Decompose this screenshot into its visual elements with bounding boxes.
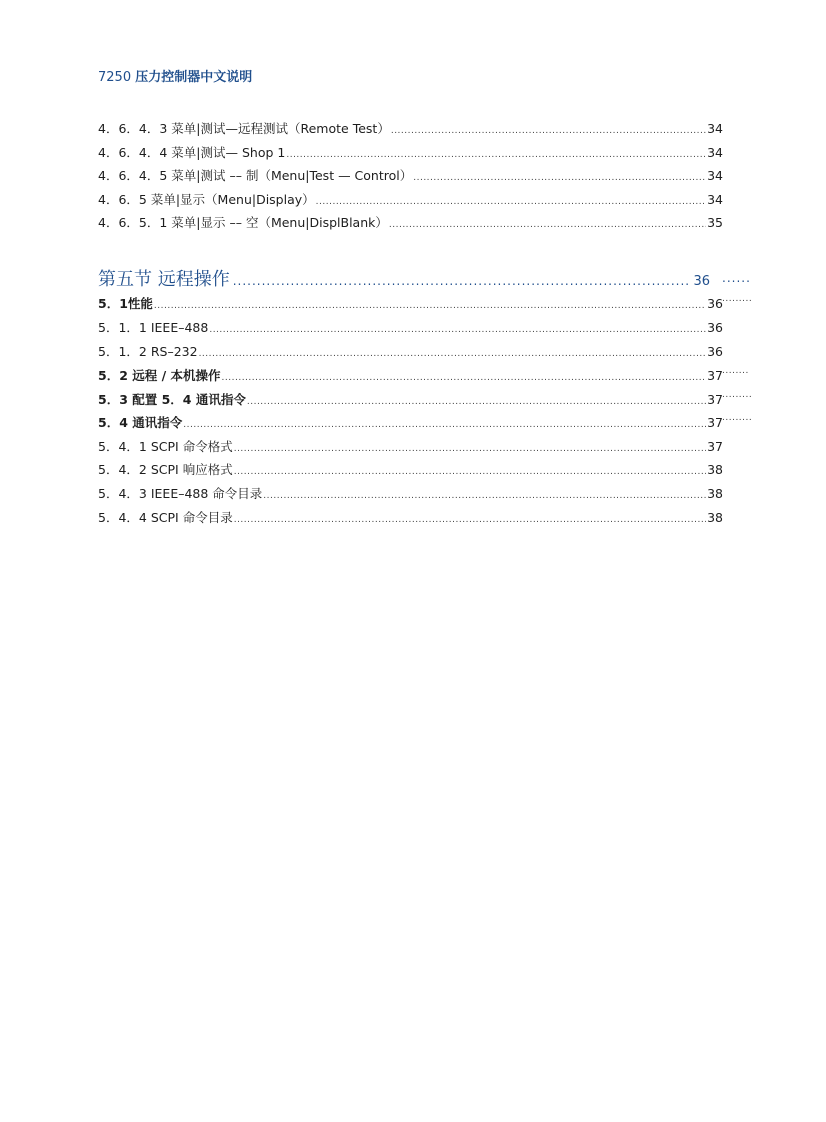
toc-entry[interactable]: [98, 460, 723, 480]
toc-entry-label: 5．4 通讯指令: [98, 415, 183, 430]
toc-entry-page: 34: [707, 145, 723, 160]
toc-leader-dots: [199, 349, 707, 359]
chapter-title: 第五节 远程操作: [98, 269, 230, 290]
toc-leader-dots: [389, 220, 706, 230]
toc-leader-dots: [316, 197, 706, 207]
chapter-trailing-dots: ......: [722, 271, 751, 285]
toc-entry-page: 37: [707, 392, 723, 407]
toc-entry-page: 38: [707, 462, 723, 477]
toc-leader-dots: [234, 467, 706, 477]
toc-entry[interactable]: [98, 437, 723, 457]
toc-entry[interactable]: [98, 508, 723, 528]
toc-entry-page: 38: [707, 510, 723, 525]
toc-entry-page: 36: [707, 320, 723, 335]
toc-leader-dots: [391, 126, 706, 136]
toc-leader-dots: [263, 491, 706, 501]
toc-entry-label: 5．1性能: [98, 296, 153, 311]
toc-entry-label: 5．4．3 IEEE–488 命令目录: [98, 486, 263, 501]
toc-trailing-dots: .........: [722, 294, 753, 304]
toc-entry[interactable]: [98, 366, 749, 386]
toc-entry-label: 5．1．2 RS–232: [98, 344, 198, 359]
toc-leader-dots: [183, 420, 706, 430]
toc-leader-dots: [154, 301, 706, 311]
toc-entry-label: 4．6．4．5 菜单|测试 –– 制（Menu|Test — Control）: [98, 168, 413, 183]
toc-entry-page: 37: [707, 368, 723, 383]
toc-entry-page: 35: [707, 215, 723, 230]
toc-entry-page: 38: [707, 486, 723, 501]
toc-entry[interactable]: [98, 390, 753, 410]
toc-leader-dots: [222, 373, 707, 383]
toc-entry-page: 37: [707, 415, 723, 430]
toc-entry[interactable]: [98, 166, 723, 186]
toc-entry-page: 36: [707, 344, 723, 359]
toc-entry-label: 4．6．4．3 菜单|测试—远程测试（Remote Test）: [98, 121, 390, 136]
chapter-page: 36: [693, 274, 710, 289]
toc-trailing-dots: .........: [722, 413, 753, 423]
toc-entry-label: 5．3 配置 5．4 通讯指令: [98, 392, 246, 407]
toc-entry-page: 36: [707, 296, 723, 311]
toc-leader-dots: [413, 173, 706, 183]
toc-entry-label: 4．6．5．1 菜单|显示 –– 空（Menu|DisplBlank）: [98, 215, 388, 230]
document-header: [98, 66, 252, 85]
toc-entry-page: 34: [707, 168, 723, 183]
toc-entry-page: 34: [707, 192, 723, 207]
toc-entry[interactable]: [98, 318, 723, 338]
toc-leader-dots: [209, 325, 706, 335]
toc-leader-dots: [234, 515, 706, 525]
toc-entry-page: 37: [707, 439, 723, 454]
toc-entry-label: 5．4．1 SCPI 命令格式: [98, 439, 233, 454]
chapter-leader-dots: [233, 274, 691, 288]
toc-entry[interactable]: [98, 294, 753, 314]
toc-entry[interactable]: [98, 213, 723, 233]
toc-entry-label: 5．4．2 SCPI 响应格式: [98, 462, 233, 477]
toc-leader-dots: [247, 397, 706, 407]
header-model-code: 7250: [98, 70, 132, 85]
toc-entry-label: 5．1．1 IEEE–488: [98, 320, 209, 335]
toc-entry-label: 5．2 远程 / 本机操作: [98, 368, 221, 383]
toc-entry-page: 34: [707, 121, 723, 136]
toc-trailing-dots: ........: [722, 366, 749, 376]
toc-trailing-dots: .........: [722, 390, 753, 400]
toc-entry[interactable]: [98, 143, 723, 163]
header-title: 压力控制器中文说明: [135, 70, 253, 85]
toc-entry[interactable]: [98, 484, 723, 504]
toc-leader-dots: [286, 150, 706, 160]
toc-entry[interactable]: [98, 413, 753, 433]
toc-entry-label: 4．6．4．4 菜单|测试— Shop 1: [98, 145, 286, 160]
toc-entry[interactable]: [98, 119, 723, 139]
toc-chapter-heading[interactable]: [98, 265, 710, 291]
toc-entry[interactable]: [98, 190, 723, 210]
toc-entry[interactable]: [98, 342, 723, 362]
toc-entry-label: 5．4．4 SCPI 命令目录: [98, 510, 233, 525]
toc-entry-label: 4．6．5 菜单|显示（Menu|Display）: [98, 192, 315, 207]
toc-leader-dots: [234, 444, 706, 454]
